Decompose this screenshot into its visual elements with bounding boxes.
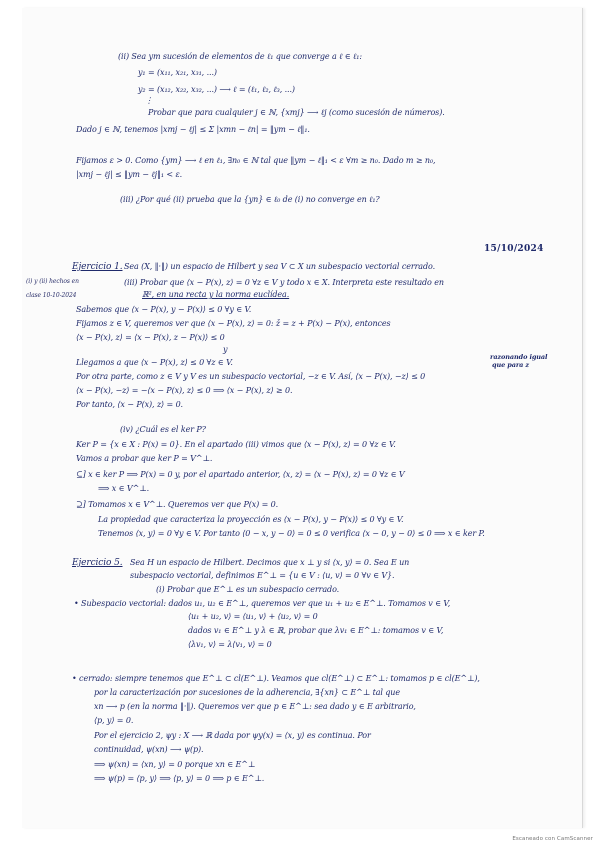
text-line: (i) Probar que E^⊥ es un subespacio cerrado.	[156, 585, 340, 594]
text-line: Por otra parte, como z ∈ V y V es un subespacio vectorial, −z ∈ V. Así, ⟨x − P(x), −z⟩ ≤ 0	[76, 372, 426, 381]
text-line: Por el ejercicio 2, ψy : X ⟶ ℝ dada por ψy(x) = ⟨x, y⟩ es continua. Por	[94, 731, 371, 740]
text-line: Dado j ∈ ℕ, tenemos |xmj − ℓj| ≤ Σ |xmn − ℓn| = ‖ym − ℓ‖₁.	[76, 125, 310, 134]
text-line: (iv) ¿Cuál es el ker P?	[120, 425, 206, 434]
text-line: ⊇] Tomamos x ∈ V^⊥. Queremos ver que P(x) = 0.	[76, 500, 279, 509]
margin-note: razonando igual	[490, 353, 548, 361]
text-line: ⟹ x ∈ V^⊥.	[98, 484, 150, 493]
notebook-page	[22, 8, 583, 828]
text-line: subespacio vectorial, definimos E^⊥ = {u ∈ V : ⟨u, v⟩ = 0 ∀v ∈ V}.	[130, 571, 395, 580]
text-line: dados v₁ ∈ E^⊥ y λ ∈ ℝ, probar que λv₁ ∈ E^⊥: tomamos v ∈ V,	[188, 626, 444, 635]
margin-note: que para z	[492, 361, 530, 369]
text-line: ⟨p, y⟩ = 0.	[94, 716, 134, 725]
text-line: Sabemos que ⟨x − P(x), y − P(x)⟩ ≤ 0 ∀y ∈ V.	[76, 305, 252, 314]
text-line: ⟨x − P(x), z⟩ = ⟨x − P(x), z − P(x)⟩ ≤ 0	[76, 333, 225, 342]
text-line: • cerrado: siempre tenemos que E^⊥ ⊂ cl(E^⊥). Veamos que cl(E^⊥) ⊂ E^⊥: tomamos p ∈ cl(E^⊥),	[72, 674, 480, 683]
text-line: Probar que para cualquier j ∈ ℕ, {xmj} ⟶ ℓj (como sucesión de números).	[148, 108, 445, 117]
text-line: Por tanto, ⟨x − P(x), z⟩ = 0.	[76, 400, 183, 409]
exercise-heading: Ejercicio 5.	[72, 558, 123, 568]
side-note: clase 10-10-2024	[26, 292, 77, 299]
text-line: y₂ = (x₁₂, x₂₂, x₃₂, ...) ⟶ ℓ = (ℓ₁, ℓ₂, ℓ₃, ...)	[138, 85, 295, 94]
text-line: ⟨λv₁, v⟩ = λ⟨v₁, v⟩ = 0	[188, 640, 272, 649]
text-line: xn ⟶ p (en la norma ‖·‖). Queremos ver que p ∈ E^⊥: sea dado y ∈ E arbitrario,	[94, 702, 416, 711]
text-line: y	[223, 345, 228, 354]
text-line: continuidad, ψ(xn) ⟶ ψ(p).	[94, 745, 204, 754]
text-line: Llegamos a que ⟨x − P(x), z⟩ ≤ 0 ∀z ∈ V.	[76, 358, 233, 367]
text-line: Sea H un espacio de Hilbert. Decimos que x ⊥ y si ⟨x, y⟩ = 0. Sea E un	[130, 558, 410, 567]
text-line: (ii) Sea ym sucesión de elementos de ℓ₁ que converge a ℓ ∈ ℓ₁:	[118, 52, 362, 61]
text-line: ⋮	[145, 96, 153, 105]
text-line: (iii) ¿Por qué (ii) prueba que la {yn} ∈ ℓ₀ de (i) no converge en ℓ₁?	[120, 195, 380, 204]
text-line: |xmj − ℓj| ≤ ‖ym − ℓj‖₁ < ε.	[76, 170, 183, 179]
date-label: 15/10/2024	[484, 244, 544, 254]
text-line: ⟨x − P(x), −z⟩ = −⟨x − P(x), z⟩ ≤ 0 ⟹ ⟨x − P(x), z⟩ ≥ 0.	[76, 386, 293, 395]
text-line: ⊆] x ∈ ker P ⟹ P(x) = 0 y, por el apartado anterior, ⟨x, z⟩ = ⟨x − P(x), z⟩ = 0 ∀z ∈ V	[76, 470, 405, 479]
text-line: Fijamos z ∈ V, queremos ver que ⟨x − P(x), z⟩ = 0: ž = z + P(x) − P(x), entonces	[76, 319, 391, 328]
text-line: La propiedad que caracteriza la proyección es ⟨x − P(x), y − P(x)⟩ ≤ 0 ∀y ∈ V.	[98, 515, 404, 524]
text-line: y₁ = (x₁₁, x₂₁, x₃₁, ...)	[138, 68, 217, 77]
text-line: Tenemos ⟨x, y⟩ = 0 ∀y ∈ V. Por tanto ⟨0 − x, y − 0⟩ = 0 ≤ 0 verifica ⟨x − 0, y − 0⟩ ≤ 0 ⟹ x ∈ ker P.	[98, 529, 485, 538]
exercise-heading: Ejercicio 1.	[72, 262, 123, 272]
text-line: Vamos a probar que ker P = V^⊥.	[76, 454, 213, 463]
text-line: ⟹ ψ(xn) = ⟨xn, y⟩ = 0 porque xn ∈ E^⊥	[94, 760, 256, 769]
side-note: (i) y (ii) hechos en	[26, 278, 79, 285]
scanner-watermark: Escaneado con CamScanner	[512, 836, 593, 842]
text-line: por la caracterización por sucesiones de la adherencia, ∃{xn} ⊂ E^⊥ tal que	[94, 688, 400, 697]
text-line: Ker P = {x ∈ X : P(x) = 0}. En el apartado (iii) vimos que ⟨x − P(x), z⟩ = 0 ∀z ∈ V.	[76, 440, 396, 449]
text-line: Fijamos ε > 0. Como {ym} ⟶ ℓ en ℓ₁, ∃n₀ ∈ ℕ tal que ‖ym − ℓ‖₁ < ε ∀m ≥ n₀. Dado m ≥ n₀,	[76, 156, 436, 165]
text-line: ⟨u₁ + u₂, v⟩ = ⟨u₁, v⟩ + ⟨u₂, v⟩ = 0	[188, 612, 318, 621]
text-line: Sea (X, ‖·‖) un espacio de Hilbert y sea V ⊂ X un subespacio vectorial cerrado.	[124, 262, 436, 271]
text-line: ℝ², en una recta y la norma euclídea.	[142, 290, 290, 299]
text-line: ⟹ ψ(p) = ⟨p, y⟩ ⟹ ⟨p, y⟩ = 0 ⟹ p ∈ E^⊥.	[94, 774, 265, 783]
text-line: (iii) Probar que ⟨x − P(x), z⟩ = 0 ∀z ∈ V y todo x ∈ X. Interpreta este resultado en	[124, 278, 444, 287]
text-line: • Subespacio vectorial: dados u₁, u₂ ∈ E^⊥, queremos ver que u₁ + u₂ ∈ E^⊥. Tomamos v ∈ V,	[74, 599, 451, 608]
